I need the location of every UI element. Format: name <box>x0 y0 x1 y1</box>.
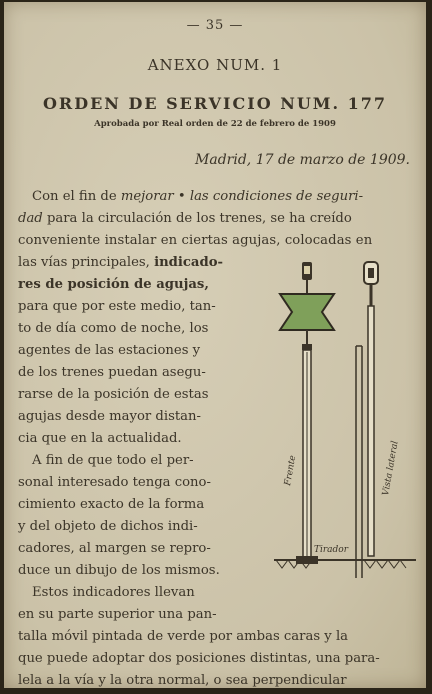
text-line: cadores, al margen se repro- <box>18 541 211 556</box>
text-line: las vías principales, indicado- <box>18 255 223 270</box>
text-line: duce un dibujo de los mismos. <box>18 563 220 578</box>
text-line: Estos indicadores llevan <box>32 585 195 600</box>
label-base: Tirador <box>314 545 349 555</box>
text-line: en su parte superior una pan- <box>18 607 217 622</box>
text-line: res de posición de agujas, <box>18 277 209 292</box>
document-page <box>4 2 426 688</box>
approval-note: Aprobada por Real orden de 22 de febrero de 1909 <box>94 119 336 129</box>
text-line: cia que en la actualidad. <box>18 431 182 446</box>
label-side: Vista lateral <box>381 440 401 497</box>
green-panel <box>280 294 334 330</box>
text-line: sonal interesado tenga cono- <box>18 475 211 490</box>
text-line: que puede adoptar dos posiciones distintas, una para- <box>18 651 380 666</box>
text-line: Con el fin de mejorar • las condiciones de seguri- <box>32 189 364 204</box>
text-line: dad para la circulación de los trenes, se ha creído <box>18 211 352 226</box>
text-line: agujas desde mayor distan- <box>18 409 201 424</box>
text-line: lela a la vía y la otra normal, o sea perpendicular <box>18 673 347 688</box>
text-line: to de día como de noche, los <box>18 321 209 336</box>
dateline: Madrid, 17 de marzo de 1909. <box>195 152 410 168</box>
text-line: de los trenes puedan asegu- <box>18 365 206 380</box>
side-view-indicator <box>356 262 378 578</box>
text-line: para que por este medio, tan- <box>18 299 216 314</box>
text-line: conveniente instalar en ciertas agujas, colocadas en <box>18 233 373 248</box>
text-line: cimiento exacto de la forma <box>18 497 205 512</box>
front-view-indicator <box>280 262 334 560</box>
label-front: Frente <box>283 454 299 487</box>
text-line: agentes de las estaciones y <box>18 343 201 358</box>
switch-indicator-illustration <box>266 256 422 586</box>
text-line: rarse de la posición de estas <box>18 387 209 402</box>
text-line: y del objeto de dichos indi- <box>18 519 198 534</box>
page-number: — 35 — <box>186 18 244 33</box>
text-line: talla móvil pintada de verde por ambas caras y la <box>18 629 349 644</box>
document-title: ORDEN DE SERVICIO NUM. 177 <box>42 94 388 113</box>
text-line: A fin de que todo el per- <box>32 453 194 468</box>
annex-heading: ANEXO NUM. 1 <box>147 56 283 74</box>
